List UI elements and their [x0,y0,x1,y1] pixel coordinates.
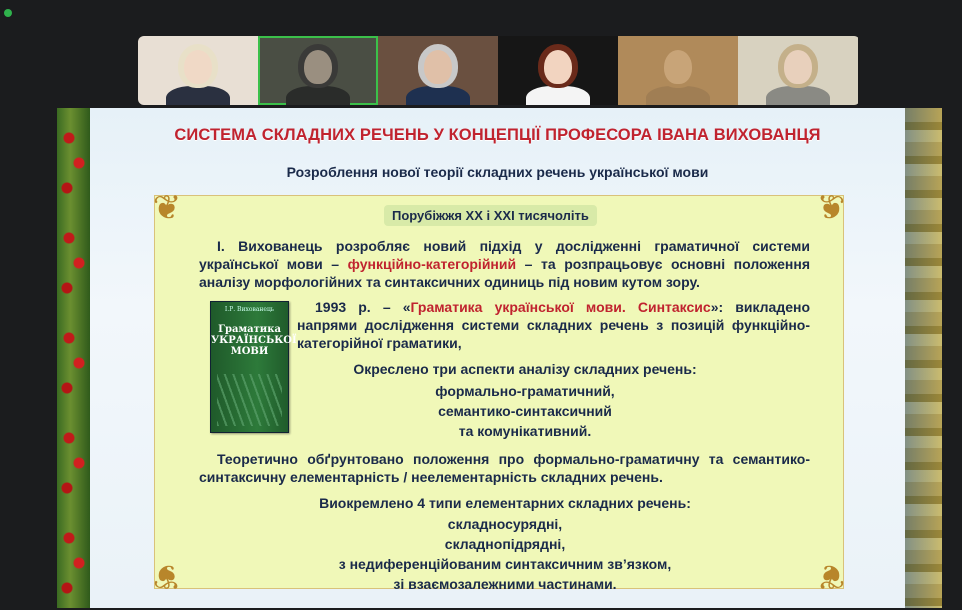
participant-body [646,86,710,105]
participant-face [304,50,332,84]
text-span: »: викладено напрями дослідження системи складних речень з позицій функційно-категорійної граматики, [297,299,811,351]
paragraph-approach [199,237,810,291]
participant-body [166,86,230,105]
aspects-list [315,381,735,441]
participant-video-tile[interactable] [258,36,378,105]
slide-subtitle: Розроблення нової теорії складних речень української мови [286,164,709,180]
type-item: складнопідрядні, [444,536,566,552]
participant-face [424,50,452,84]
text-span: – та розпрацьовує основні положення аналізу морфологійних та синтаксичних одиниць під новим кутом зору. [199,256,811,290]
book-cover-image [210,301,297,433]
connection-status-icon [4,9,12,17]
participant-face [784,50,812,84]
content-frame [152,188,846,596]
ornament-icon: ❦ [816,188,846,228]
ornament-icon: ❦ [152,188,182,228]
participant-body [286,86,350,105]
shared-slide [57,108,942,608]
type-item: складносурядні, [447,516,563,532]
participant-body [766,86,830,105]
participant-video-tile[interactable] [138,36,258,105]
participant-body [406,86,470,105]
type-item: з недиференційованим синтаксичним зв’язком, [338,556,672,572]
slide-title: СИСТЕМА СКЛАДНИХ РЕЧЕНЬ У КОНЦЕПЦІЇ ПРОФЕСОРА ІВАНА ВИХОВАНЦЯ [174,126,821,144]
paragraph-1993 [297,298,810,352]
participant-video-tile[interactable] [738,36,858,105]
participant-body [526,86,590,105]
slide-border-left [57,108,90,608]
text-span: 1993 р. – « [315,299,411,315]
text-span: І. Вихованець розробляє новий підхід у дослідженні граматичної системи української мови – [199,238,810,272]
period-badge: Порубіжжя ХХ і ХХІ тисячоліть [384,205,597,226]
types-list [275,514,735,594]
book-pattern [217,374,282,426]
book-author: І.Р. Вихованець [224,306,275,313]
participant-face [664,50,692,84]
highlight-title: Граматика української мови. Синтаксис [410,299,711,315]
participant-video-tile[interactable] [618,36,738,105]
aspect-item: семантико-синтаксичний [438,403,612,419]
types-title: Виокремлено 4 типи елементарних складних речень: [319,495,691,511]
participant-video-tile[interactable] [378,36,498,105]
aspect-item: та комунікативний. [458,423,592,439]
type-item: зі взаємозалежними частинами. [393,576,617,592]
ornament-icon: ❦ [816,556,846,596]
book-title: Граматика УКРАЇНСЬКОЇ МОВИ [211,324,297,357]
highlight-term: функційно-категорійний [347,256,517,272]
ornament-icon: ❦ [152,556,182,596]
participant-face [184,50,212,84]
participant-face [544,50,572,84]
participant-video-tile[interactable] [498,36,618,105]
slide-border-right [905,108,942,608]
participant-strip [138,36,860,105]
aspects-title: Окреслено три аспекти аналізу складних речень: [353,361,697,377]
aspect-item: формально-граматичний, [435,383,615,399]
paragraph-theory: Теоретично обґрунтовано положення про формально-граматичну та семантико-синтаксичну елементарність / неелементарність складних речень. [199,451,810,485]
